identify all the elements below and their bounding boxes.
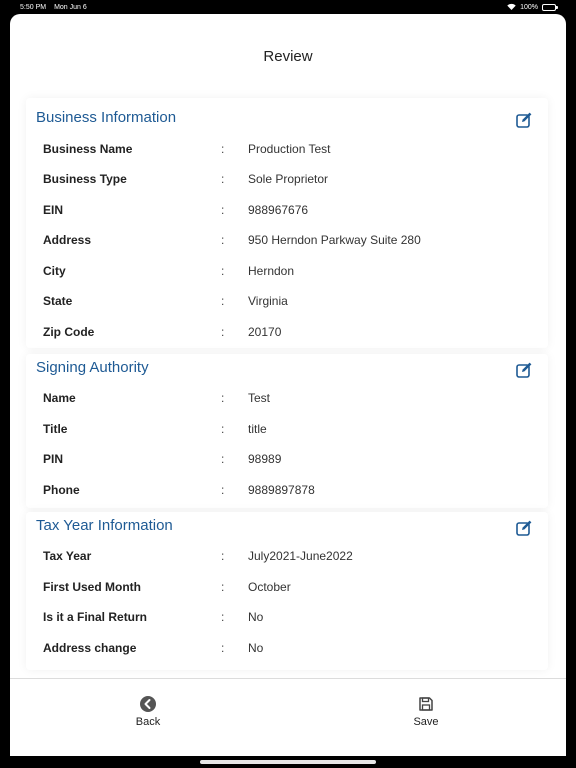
row-label: Is it a Final Return — [43, 610, 148, 624]
row-separator: : — [221, 391, 225, 405]
row-value: Sole Proprietor — [248, 172, 329, 186]
row-separator: : — [221, 549, 225, 563]
back-label: Back — [135, 716, 161, 728]
row-value: 9889897878 — [248, 483, 315, 497]
row-separator: : — [221, 203, 225, 217]
footer-divider — [10, 678, 566, 679]
wifi-icon — [507, 3, 516, 12]
save-button[interactable] — [386, 696, 466, 736]
row-value: title — [248, 422, 267, 436]
row-value: 20170 — [248, 325, 282, 339]
status-bar — [0, 0, 576, 14]
row-separator: : — [221, 294, 225, 308]
row-separator: : — [221, 172, 225, 186]
row-value: July2021-June2022 — [248, 549, 353, 563]
row-value: No — [248, 641, 264, 655]
row-label: EIN — [43, 203, 64, 217]
save-label: Save — [413, 716, 439, 728]
business-row-ein — [43, 200, 533, 220]
row-label: State — [43, 294, 73, 308]
business-row-name — [43, 139, 533, 159]
row-value: Production Test — [248, 142, 331, 156]
row-label: Business Type — [43, 172, 127, 186]
home-indicator — [200, 760, 376, 764]
row-label: Phone — [43, 483, 80, 497]
row-value: Virginia — [248, 294, 288, 308]
tax-year-information-card — [26, 512, 548, 670]
tax-row-address-change — [43, 638, 533, 658]
status-date: Mon Jun 6 — [54, 3, 87, 11]
row-value: 988967676 — [248, 203, 309, 217]
row-label: Address — [43, 233, 92, 247]
back-arrow-icon — [140, 696, 156, 712]
edit-business-icon[interactable] — [516, 112, 534, 128]
business-row-state — [43, 291, 533, 311]
row-separator: : — [221, 142, 225, 156]
row-separator: : — [221, 325, 225, 339]
tax-row-year — [43, 546, 533, 566]
row-value: 950 Herndon Parkway Suite 280 — [248, 233, 421, 247]
page-title: Review — [263, 48, 313, 65]
business-information-title: Business Information — [36, 109, 177, 126]
row-separator: : — [221, 422, 225, 436]
edit-signing-icon[interactable] — [516, 362, 534, 378]
row-label: Zip Code — [43, 325, 95, 339]
row-separator: : — [221, 483, 225, 497]
review-sheet — [10, 14, 566, 756]
signing-row-phone — [43, 480, 533, 500]
status-time: 5:50 PM — [20, 3, 47, 11]
signing-row-title — [43, 419, 533, 439]
row-value: Herndon — [248, 264, 295, 278]
row-separator: : — [221, 641, 225, 655]
business-information-card — [26, 98, 548, 348]
back-button[interactable] — [108, 696, 188, 736]
business-row-address — [43, 230, 533, 250]
row-label: PIN — [43, 452, 64, 466]
save-icon — [418, 696, 434, 712]
row-value: October — [248, 580, 291, 594]
business-row-zip — [43, 322, 533, 342]
signing-row-name — [43, 388, 533, 408]
row-separator: : — [221, 610, 225, 624]
row-value: No — [248, 610, 264, 624]
row-label: Business Name — [43, 142, 133, 156]
signing-row-pin — [43, 449, 533, 469]
tax-row-first-used-month — [43, 577, 533, 597]
signing-authority-title: Signing Authority — [36, 359, 149, 376]
row-label: City — [43, 264, 66, 278]
signing-authority-card — [26, 354, 548, 508]
business-row-city — [43, 261, 533, 281]
edit-tax-year-icon[interactable] — [516, 520, 534, 536]
tax-year-information-title: Tax Year Information — [36, 517, 173, 534]
row-value: Test — [248, 391, 271, 405]
row-separator: : — [221, 452, 225, 466]
row-label: Tax Year — [43, 549, 92, 563]
row-separator: : — [221, 580, 225, 594]
business-row-type — [43, 169, 533, 189]
battery-percent: 100% — [520, 3, 538, 11]
row-label: Name — [43, 391, 76, 405]
tax-row-final-return — [43, 607, 533, 627]
row-label: Address change — [43, 641, 137, 655]
row-value: 98989 — [248, 452, 282, 466]
row-label: First Used Month — [43, 580, 141, 594]
row-separator: : — [221, 264, 225, 278]
row-separator: : — [221, 233, 225, 247]
battery-icon — [542, 4, 556, 11]
row-label: Title — [43, 422, 68, 436]
